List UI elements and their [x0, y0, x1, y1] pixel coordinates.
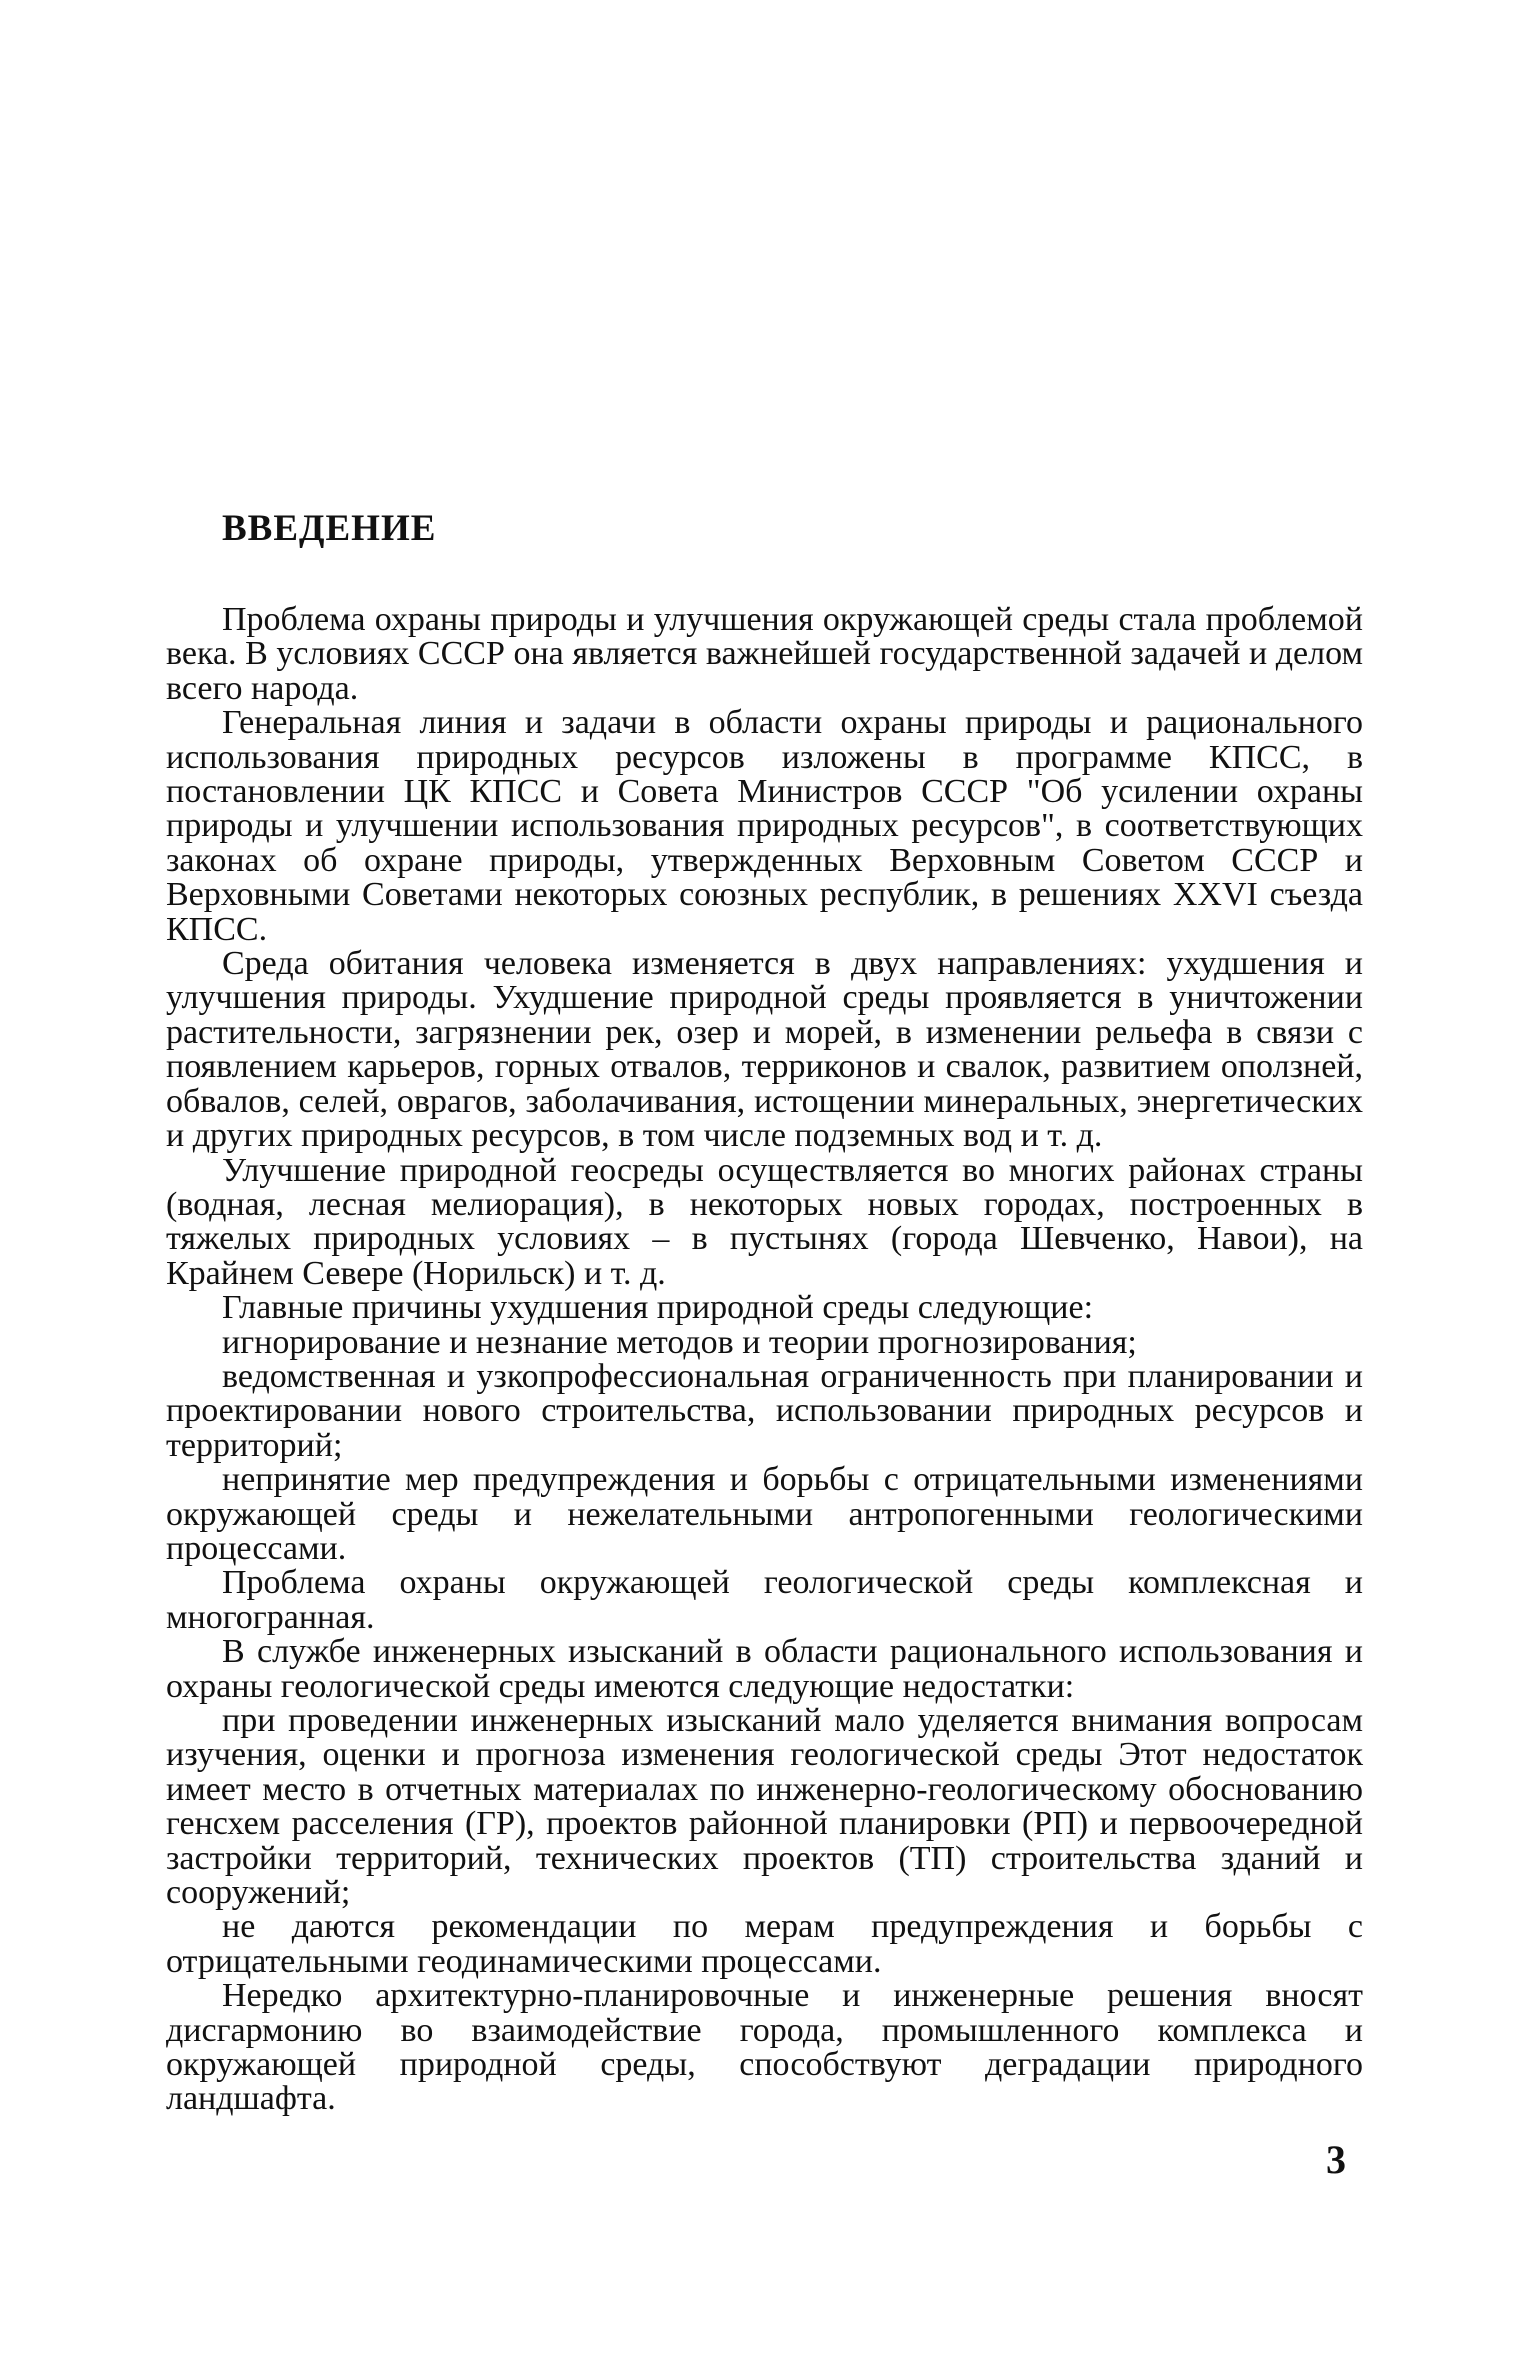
section-heading: ВВЕДЕНИЕ	[222, 508, 437, 549]
paragraph: Проблема охраны окружающей геологической среды комплексная и многогранная.	[166, 1564, 1363, 1636]
body-text	[166, 603, 1363, 2117]
paragraph: Главные причины ухудшения природной среды следующие:	[222, 1289, 1094, 1327]
paragraph: ведомственная и узкопрофессиональная ограниченность при планировании и проектировании нового строительства, использовании природных ресурсов и территорий;	[166, 1357, 1363, 1464]
paragraph: при проведении инженерных изысканий мало уделяется внимания вопросам изучения, оценки и прогноза изменения геологической среды Этот недостаток имеет место в отчетных материалах по инженерно-геологическому обоснованию генсхем расселения (ГР), проектов районной планировки (РП) и первоочередной застройки территорий, технических проектов (ТП) строительства зданий и сооружений;	[166, 1702, 1363, 1912]
paragraph: игнорирование и незнание методов и теории прогнозирования;	[222, 1323, 1137, 1361]
paragraph: не даются рекомендации по мерам предупреждения и борьбы с отрицательными геодинамическими процессами.	[166, 1908, 1363, 1980]
paragraph: Улучшение природной геосреды осуществляется во многих районах страны (водная, лесная мелиорация), в некоторых новых городах, построенных в тяжелых природных условиях – в пустынях (города Шевченко, Навои), на Крайнем Севере (Норильск) и т. д.	[166, 1151, 1363, 1292]
paragraph: непринятие мер предупреждения и борьбы с отрицательными изменениями окружающей среды и нежелательными антропогенными геологическими процессами.	[166, 1461, 1363, 1567]
paragraph: Проблема охраны природы и улучшения окружающей среды стала проблемой века. В условиях СССР она является важнейшей государственной задачей и делом всего народа.	[166, 601, 1363, 707]
paragraph: Среда обитания человека изменяется в двух направлениях: ухудшения и улучшения природы. Ухудшение природной среды проявляется в уничтожении растительности, загрязнении рек, озер и морей, в изменении рельефа в связи с появлением карьеров, горных отвалов, терриконов и свалок, развитием оползней, обвалов, селей, оврагов, заболачивания, истощении минеральных, энергетических и других природных ресурсов, в том числе подземных вод и т. д.	[166, 945, 1363, 1155]
paragraph: Генеральная линия и задачи в области охраны природы и рационального использования природных ресурсов изложены в программе КПСС, в постановлении ЦК КПСС и Совета Министров СССР "Об усилении охраны природы и улучшении использования природных ресурсов", в соответствующих законах об охране природы, утвержденных Верховным Советом СССР и Верховными Советами некоторых союзных республик, в решениях XXVI съезда КПСС.	[166, 704, 1363, 948]
page-number: 3	[1326, 2137, 1346, 2182]
paragraph: В службе инженерных изысканий в области рационального использования и охраны геологической среды имеются следующие недостатки:	[166, 1633, 1363, 1705]
paragraph: Нередко архитектурно-планировочные и инженерные решения вносят дисгармонию во взаимодействие города, промышленного комплекса и окружающей природной среды, способствуют деградации природного ландшафта.	[166, 1977, 1363, 2118]
